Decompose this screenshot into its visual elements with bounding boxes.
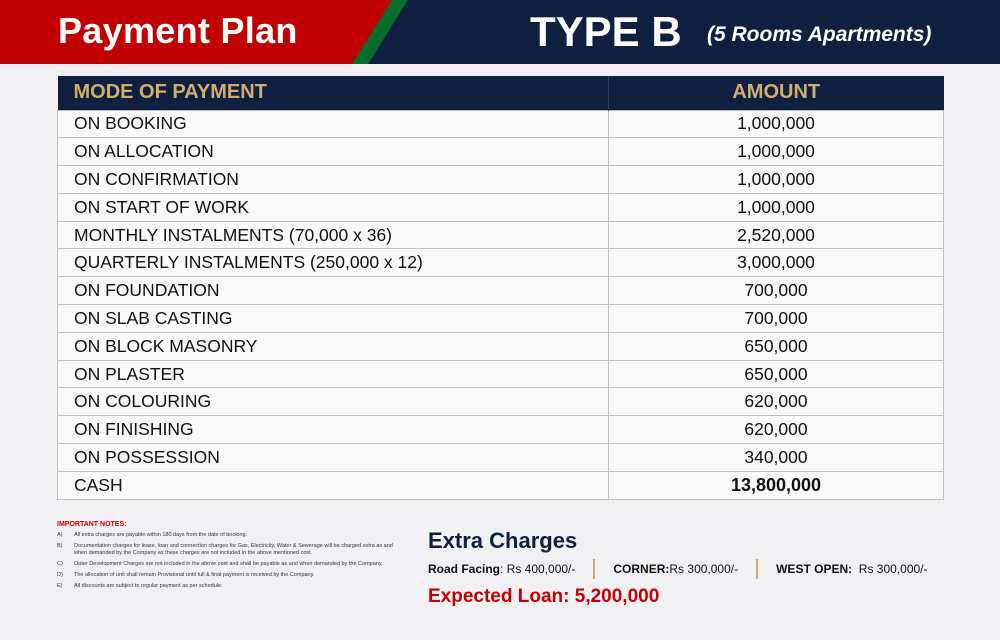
note-text: All extra charges are payable within 180 days from the date of booking. (74, 532, 248, 538)
west-open-label: WEST OPEN: (776, 562, 853, 576)
row-mode: ON POSSESSION (58, 444, 609, 472)
total-row (58, 471, 944, 499)
mode-column-header: MODE OF PAYMENT (58, 76, 609, 110)
table-row (58, 277, 944, 305)
row-mode: CASH (58, 471, 609, 499)
table-row (58, 138, 944, 166)
table-row (58, 416, 944, 444)
row-mode: ON SLAB CASTING (58, 305, 609, 333)
table-row (58, 332, 944, 360)
note-letter: E) (57, 583, 63, 590)
extra-charges-title: Extra Charges (428, 528, 578, 553)
table-row (58, 166, 944, 194)
important-notes (57, 521, 402, 595)
notes-title: IMPORTANT NOTES: (57, 521, 127, 528)
row-mode: QUARTERLY INSTALMENTS (250,000 x 12) (58, 249, 609, 277)
row-amount: 1,000,000 (609, 138, 944, 166)
row-amount: 1,000,000 (609, 166, 944, 194)
table-header-row (58, 76, 944, 110)
note-item (57, 532, 402, 539)
row-mode: ON BLOCK MASONRY (58, 332, 609, 360)
note-item (57, 572, 402, 579)
type-subtitle: (5 Rooms Apartments) (707, 23, 932, 46)
note-letter: C) (57, 560, 63, 567)
note-text: Outer Development Charges are not included in the above cost and shall be payable as and when demanded by the Company. (74, 560, 383, 567)
road-facing-value: : Rs 400,000/- (500, 562, 576, 576)
row-amount: 1,000,000 (609, 110, 944, 138)
payment-plan-table (57, 76, 944, 500)
row-amount: 3,000,000 (609, 249, 944, 277)
note-text: The allocation of unit shall remain Provisional until full & final payment is received by the Company. (74, 572, 315, 579)
note-text: Documentation charges for lease, loan and connection charges for Gas, Electricity, Water & Sewerage will be charged extra as and when demanded by the Company as these charges are not included in the above mentioned cost. (74, 543, 393, 556)
row-amount: 620,000 (609, 416, 944, 444)
row-mode: ON START OF WORK (58, 193, 609, 221)
row-amount: 1,000,000 (609, 193, 944, 221)
row-mode: ON COLOURING (58, 388, 609, 416)
note-letter: D) (57, 572, 63, 579)
west-open-value: Rs 300,000/- (852, 562, 928, 576)
expected-loan-label: Expected Loan: (428, 586, 575, 607)
corner-value: Rs 300,000/- (669, 562, 739, 576)
amount-column-header: AMOUNT (609, 76, 944, 110)
row-amount: 650,000 (609, 332, 944, 360)
note-letter: B) (57, 543, 63, 550)
row-amount: 700,000 (609, 277, 944, 305)
table-row (58, 444, 944, 472)
table-row (58, 110, 944, 138)
table-row (58, 193, 944, 221)
type-label: TYPE B (530, 8, 682, 55)
total-amount: 13,800,000 (609, 471, 944, 499)
page-title: Payment Plan (58, 10, 298, 51)
row-amount: 700,000 (609, 305, 944, 333)
header-banner (0, 0, 1000, 64)
table-row (58, 305, 944, 333)
corner-label: CORNER: (613, 562, 670, 576)
note-text: All discounts are subject to regular payment as per schedule. (74, 583, 223, 590)
row-mode: ON BOOKING (58, 110, 609, 138)
separator (756, 559, 758, 579)
separator (593, 559, 595, 579)
row-amount: 650,000 (609, 360, 944, 388)
note-item (57, 583, 402, 590)
row-amount: 620,000 (609, 388, 944, 416)
road-facing-label: Road Facing (428, 562, 501, 576)
table-row (58, 388, 944, 416)
row-mode: ON CONFIRMATION (58, 166, 609, 194)
expected-loan (428, 586, 659, 608)
row-mode: ON ALLOCATION (58, 138, 609, 166)
row-mode: MONTHLY INSTALMENTS (70,000 x 36) (58, 221, 609, 249)
extra-charges-row (428, 560, 928, 578)
row-mode: ON FINISHING (58, 416, 609, 444)
note-letter: A) (57, 532, 63, 538)
note-item (57, 543, 402, 556)
table-row (58, 249, 944, 277)
row-amount: 2,520,000 (609, 221, 944, 249)
expected-loan-value: 5,200,000 (574, 586, 660, 607)
row-mode: ON PLASTER (58, 360, 609, 388)
note-item (57, 561, 402, 568)
row-mode: ON FOUNDATION (58, 277, 609, 305)
table-row (58, 360, 944, 388)
table-row (58, 221, 944, 249)
row-amount: 340,000 (609, 444, 944, 472)
